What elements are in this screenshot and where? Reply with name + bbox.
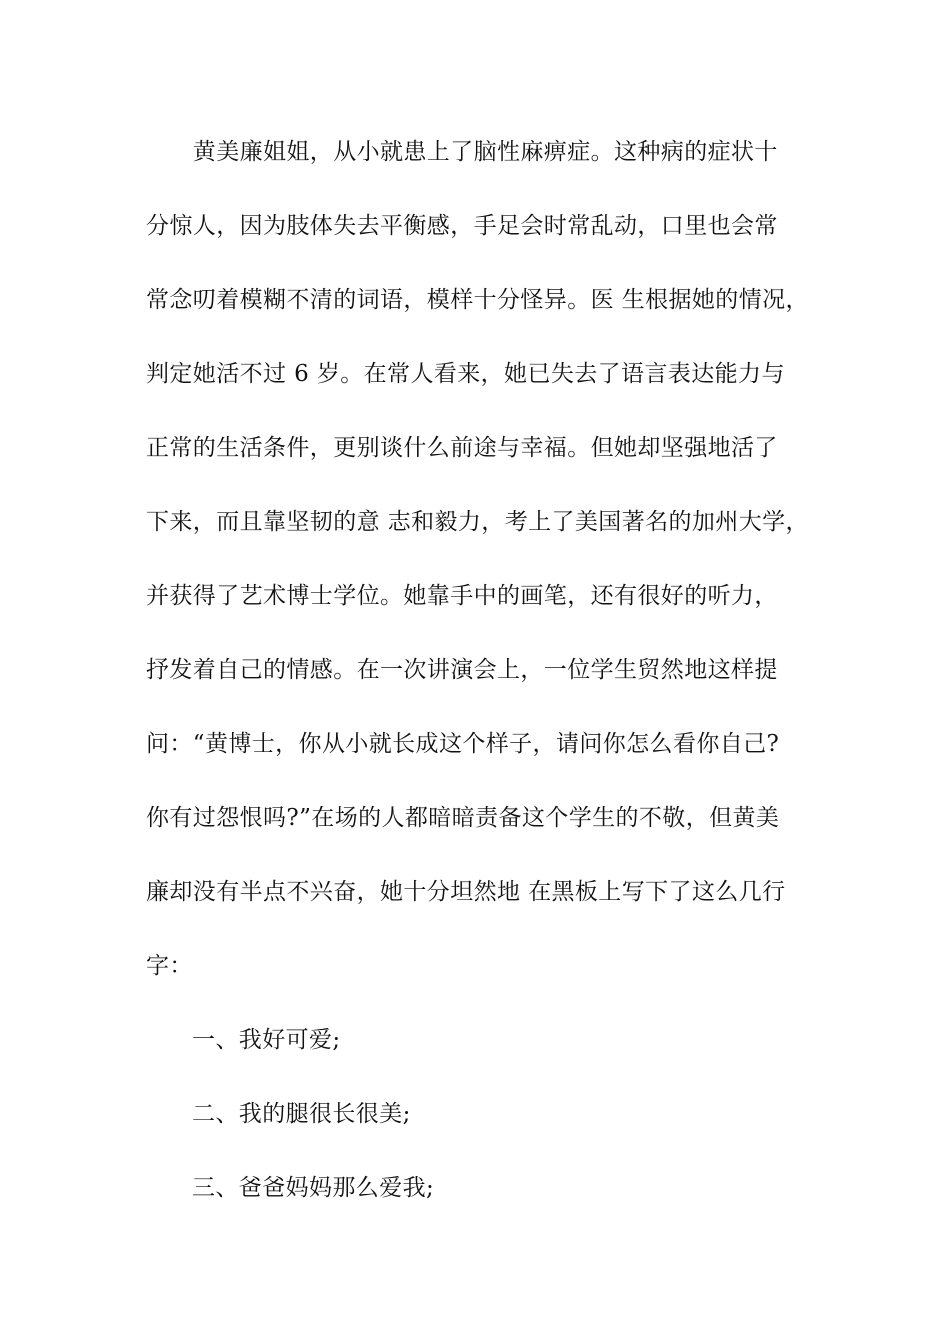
list-item-1: 一、我好可爱; <box>192 1027 341 1053</box>
document-body <box>146 130 816 1240</box>
paragraph-line-4: 判定她活不过 6 岁。在常人看来，她已失去了语言表达能力与 <box>146 361 785 387</box>
list-item-3: 三、爸爸妈妈那么爱我; <box>192 1175 435 1201</box>
paragraph-line-10: 你有过怨恨吗?”在场的人都暗暗责备这个学生的不敬，但黄美 <box>146 805 780 831</box>
paragraph-line-1: 黄美廉姐姐，从小就患上了脑性麻痹症。这种病的症状十 <box>146 139 778 165</box>
list-item-2: 二、我的腿很长很美; <box>192 1101 411 1127</box>
paragraph-line-9: 问：“黄博士，你从小就长成这个样子，请问你怎么看你自己? <box>146 731 780 757</box>
paragraph-line-6: 下来，而且靠坚韧的意 志和毅力，考上了美国著名的加州大学， <box>146 509 809 535</box>
paragraph-line-11: 廉却没有半点不兴奋，她十分坦然地 在黑板上写下了这么几行 <box>146 879 786 905</box>
paragraph-line-2: 分惊人，因为肢体失去平衡感，手足会时常乱动，口里也会常 <box>146 213 778 239</box>
paragraph-line-8: 抒发着自己的情感。在一次讲演会上，一位学生贸然地这样提 <box>146 657 778 683</box>
paragraph-line-12: 字： <box>146 953 193 979</box>
paragraph-line-3: 常念叨着模糊不清的词语，模样十分怪异。医 生根据她的情况， <box>146 287 809 313</box>
paragraph-line-5: 正常的生活条件，更别谈什么前途与幸福。但她却坚强地活了 <box>146 435 778 461</box>
paragraph-line-7: 并获得了艺术博士学位。她靠手中的画笔，还有很好的听力， <box>146 583 778 609</box>
